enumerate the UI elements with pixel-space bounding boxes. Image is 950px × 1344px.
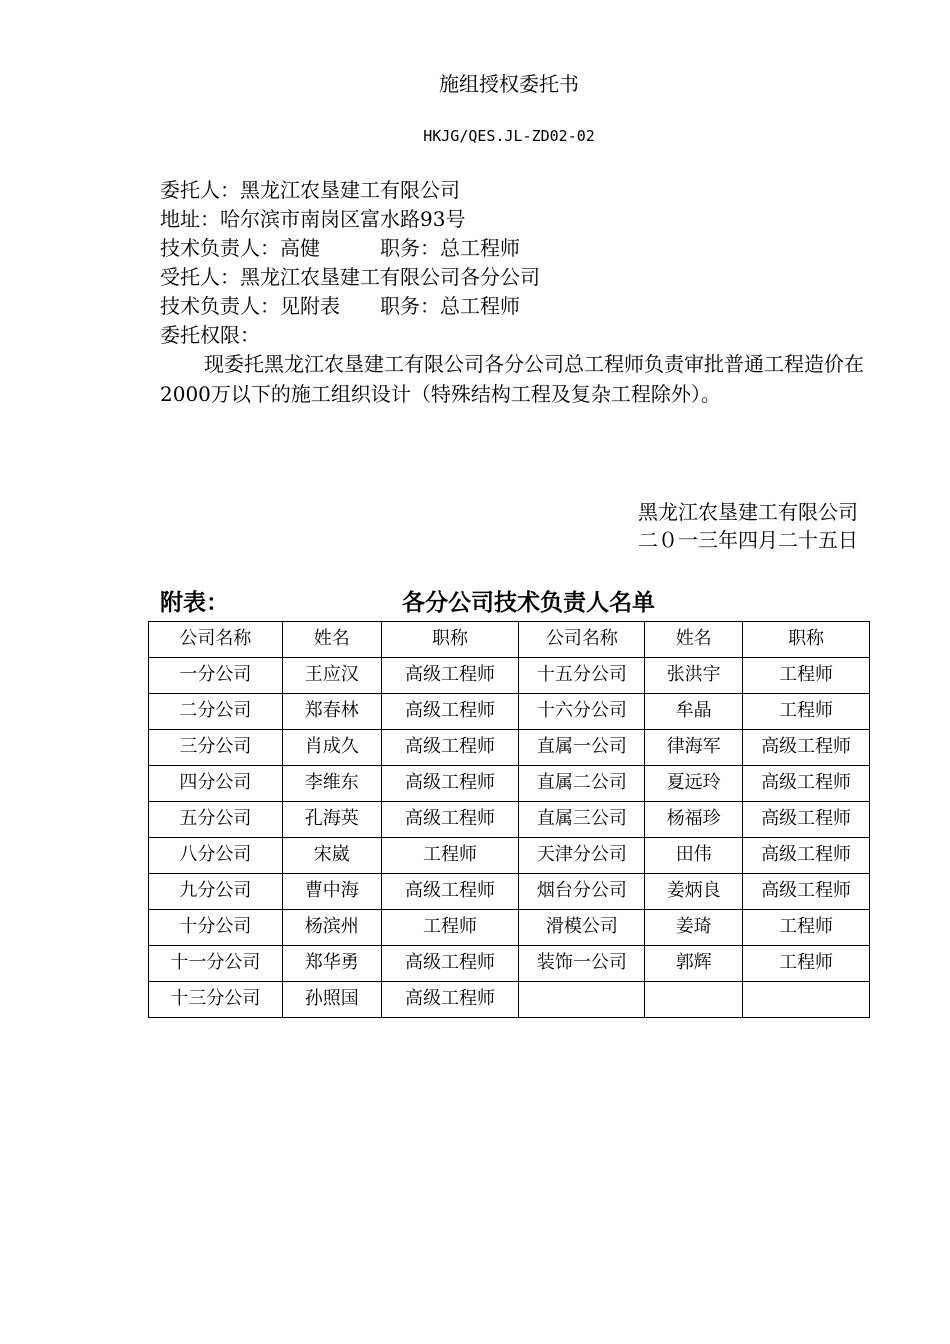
document-title: 施组授权委托书 xyxy=(439,72,579,96)
table-cell: 工程师 xyxy=(743,658,870,694)
table-cell: 天津分公司 xyxy=(519,838,645,874)
tech-head-table xyxy=(148,621,870,1018)
table-cell xyxy=(645,982,743,1018)
table-cell: 孔海英 xyxy=(282,802,381,838)
table-cell: 高级工程师 xyxy=(381,766,519,802)
table-row xyxy=(149,766,870,802)
table-body xyxy=(149,622,870,1018)
table-cell: 高级工程师 xyxy=(381,730,519,766)
table-cell: 宋崴 xyxy=(282,838,381,874)
table-row xyxy=(149,730,870,766)
table-cell: 李维东 xyxy=(282,766,381,802)
table-cell: 高级工程师 xyxy=(381,694,519,730)
signature-company: 黑龙江农垦建工有限公司 xyxy=(638,500,858,524)
document-code: HKJG/QES.JL-ZD02-02 xyxy=(423,127,595,145)
table-cell: 八分公司 xyxy=(149,838,283,874)
table-header-row xyxy=(149,622,870,658)
table-cell: 工程师 xyxy=(743,910,870,946)
header-cell: 姓名 xyxy=(645,622,743,658)
table-cell: 高级工程师 xyxy=(381,982,519,1018)
table-cell: 高级工程师 xyxy=(381,658,519,694)
scope-paragraph xyxy=(160,349,872,409)
table-cell: 装饰一公司 xyxy=(519,946,645,982)
table-row xyxy=(149,658,870,694)
annex-label: 附表： xyxy=(160,589,229,616)
table-cell: 肖成久 xyxy=(282,730,381,766)
table-cell: 高级工程师 xyxy=(381,946,519,982)
table-cell: 五分公司 xyxy=(149,802,283,838)
client-line: 委托人：黑龙江农垦建工有限公司 xyxy=(160,178,460,202)
table-cell: 工程师 xyxy=(381,910,519,946)
table-cell: 高级工程师 xyxy=(381,802,519,838)
tech-head-line: 技术负责人：高健 职务：总工程师 xyxy=(160,236,520,260)
table-cell: 郑春林 xyxy=(282,694,381,730)
table-cell: 十五分公司 xyxy=(519,658,645,694)
table-cell: 一分公司 xyxy=(149,658,283,694)
table-row xyxy=(149,694,870,730)
table-cell: 直属三公司 xyxy=(519,802,645,838)
table-cell: 高级工程师 xyxy=(743,802,870,838)
header-cell: 姓名 xyxy=(282,622,381,658)
agent-line: 受托人：黑龙江农垦建工有限公司各分公司 xyxy=(160,265,540,289)
table-cell: 夏远玲 xyxy=(645,766,743,802)
table-cell: 二分公司 xyxy=(149,694,283,730)
table-cell: 滑模公司 xyxy=(519,910,645,946)
table-cell: 郭辉 xyxy=(645,946,743,982)
table-cell: 杨福珍 xyxy=(645,802,743,838)
table-cell: 王应汉 xyxy=(282,658,381,694)
signature-date: 二０一三年四月二十五日 xyxy=(638,528,858,552)
table-cell: 高级工程师 xyxy=(743,730,870,766)
table-cell: 杨滨州 xyxy=(282,910,381,946)
table-row xyxy=(149,874,870,910)
table-cell: 工程师 xyxy=(381,838,519,874)
table-row xyxy=(149,982,870,1018)
table-cell: 姜炳良 xyxy=(645,874,743,910)
table-cell: 工程师 xyxy=(743,694,870,730)
table-cell: 高级工程师 xyxy=(743,766,870,802)
table-cell: 牟晶 xyxy=(645,694,743,730)
header-cell: 职称 xyxy=(743,622,870,658)
table-cell: 姜琦 xyxy=(645,910,743,946)
table-cell: 曹中海 xyxy=(282,874,381,910)
scope-label: 委托权限： xyxy=(160,323,260,347)
table-row xyxy=(149,802,870,838)
table-cell: 工程师 xyxy=(743,946,870,982)
table-cell: 十分公司 xyxy=(149,910,283,946)
table-cell: 十六分公司 xyxy=(519,694,645,730)
table-cell: 高级工程师 xyxy=(381,874,519,910)
table-cell: 烟台分公司 xyxy=(519,874,645,910)
header-cell: 职称 xyxy=(381,622,519,658)
table-cell xyxy=(519,982,645,1018)
table-cell: 十三分公司 xyxy=(149,982,283,1018)
table-row xyxy=(149,946,870,982)
address-line: 地址：哈尔滨市南岗区富水路93号 xyxy=(160,207,466,231)
header-cell: 公司名称 xyxy=(519,622,645,658)
table-cell: 孙照国 xyxy=(282,982,381,1018)
table-cell: 田伟 xyxy=(645,838,743,874)
table-cell: 九分公司 xyxy=(149,874,283,910)
header-cell: 公司名称 xyxy=(149,622,283,658)
table-row xyxy=(149,838,870,874)
table-cell: 直属二公司 xyxy=(519,766,645,802)
table-cell: 郑华勇 xyxy=(282,946,381,982)
table-cell: 四分公司 xyxy=(149,766,283,802)
table-cell: 高级工程师 xyxy=(743,838,870,874)
agent-tech-head-line: 技术负责人：见附表 职务：总工程师 xyxy=(160,294,520,318)
table-cell: 直属一公司 xyxy=(519,730,645,766)
annex-title: 各分公司技术负责人名单 xyxy=(402,589,655,616)
table-row xyxy=(149,910,870,946)
table-cell: 三分公司 xyxy=(149,730,283,766)
table-cell: 高级工程师 xyxy=(743,874,870,910)
table-cell xyxy=(743,982,870,1018)
table-cell: 律海军 xyxy=(645,730,743,766)
table-cell: 十一分公司 xyxy=(149,946,283,982)
table-cell: 张洪宇 xyxy=(645,658,743,694)
scope-text: 现委托黑龙江农垦建工有限公司各分公司总工程师负责审批普通工程造价在2000万以下的施工组织设计（特殊结构工程及复杂工程除外）。 xyxy=(160,352,864,406)
